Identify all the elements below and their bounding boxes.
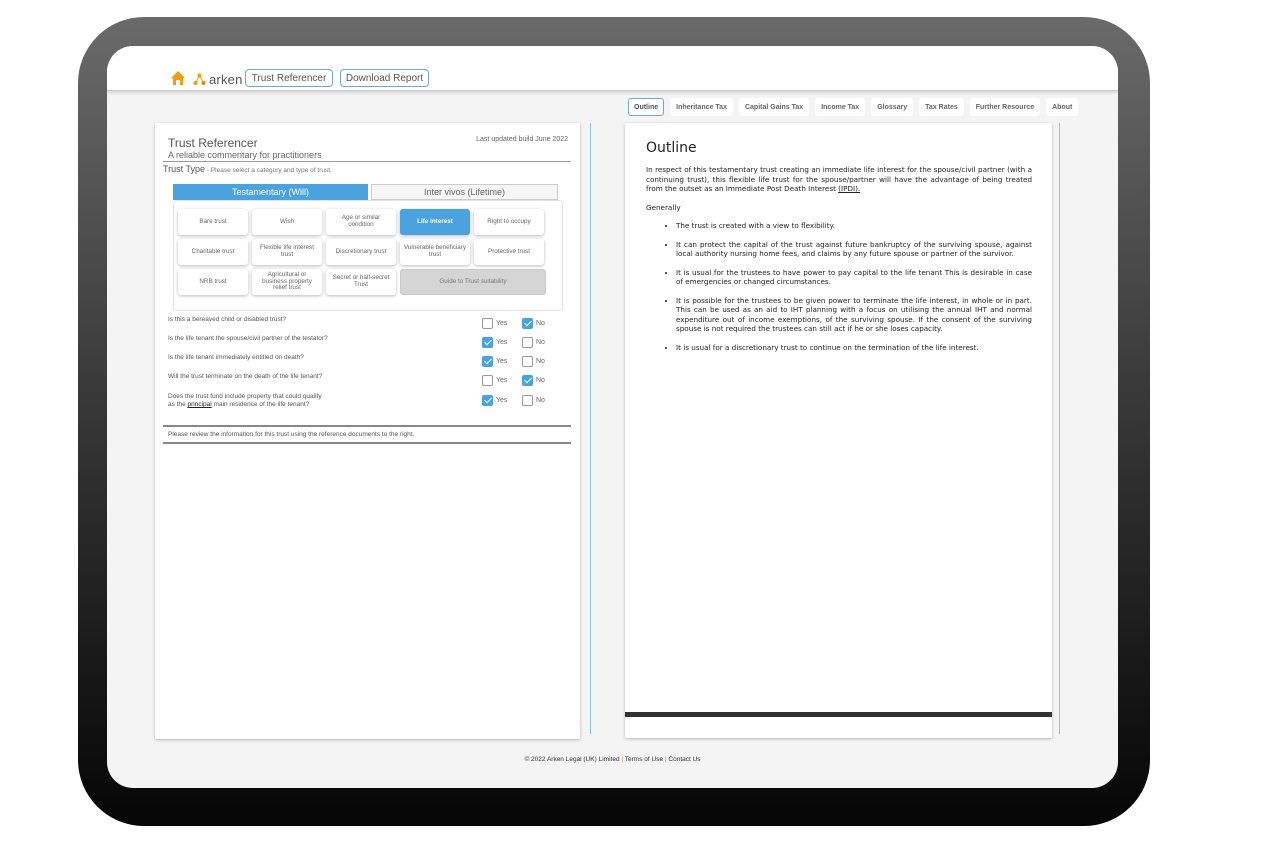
q1-yes-label: Yes <box>496 320 508 327</box>
q5-no-checkbox[interactable] <box>522 395 533 406</box>
list-item: • It can protect the capital of the trust against future bankruptcy of the surviving spouse, against local authority nursing home fees, and claims by any future spouse or partner of the survivor. <box>676 240 1032 259</box>
copyright-text: © 2022 Arken Legal (UK) Limited <box>524 756 620 763</box>
contact-us-link[interactable]: Contact Us <box>668 756 701 763</box>
q5-yes-checkbox[interactable] <box>482 395 493 406</box>
trust-discretionary-button[interactable]: Discretionary trust <box>326 239 396 265</box>
trust-right-to-occupy-button[interactable]: Right to occupy <box>474 209 544 235</box>
tab-income-tax[interactable]: Income Tax <box>815 98 865 116</box>
panel-separator <box>590 123 591 734</box>
generally-heading: Generally <box>646 202 681 212</box>
category-testamentary-tab[interactable]: Testamentary (Will) <box>173 184 368 200</box>
q2-no-label: No <box>536 339 545 346</box>
tab-capital-gains-tax[interactable]: Capital Gains Tax <box>739 98 809 116</box>
trust-flexible-life-interest-button[interactable]: Flexible life interest trust <box>252 239 322 265</box>
q4-no-checkbox[interactable] <box>522 375 533 386</box>
divider <box>163 161 571 162</box>
q3-yes-label: Yes <box>496 358 508 365</box>
reference-tabs <box>628 98 1078 118</box>
trust-charitable-button[interactable]: Charitable trust <box>178 239 248 265</box>
top-bar <box>107 46 1118 91</box>
list-item: • It is possible for the trustees to be given power to terminate the life interest, in whole or in part. This can be used as an aid to IHT planning with a focus on utilising the annual IHT and normal expenditure out of income exemptions, of the surviving spouse. If the consent of the surviving spouse is not required the trustees can still act if he or she loses capacity. <box>676 296 1032 334</box>
trust-bare-button[interactable]: Bare trust <box>178 209 248 235</box>
guide-to-trust-suitability-button[interactable]: Guide to Trust suitability <box>400 269 546 295</box>
trust-type-grid <box>173 200 563 311</box>
reference-document-panel <box>625 123 1052 738</box>
terms-of-use-link[interactable]: Terms of Use <box>624 756 664 763</box>
q3-no-label: No <box>536 358 545 365</box>
question-spouse-civil-partner: Is the life tenant the spouse/civil partner of the testator? <box>168 335 328 342</box>
tab-outline[interactable]: Outline <box>628 98 664 116</box>
trust-life-interest-button[interactable]: Life interest <box>400 209 470 235</box>
last-updated: Last updated build June 2022 <box>476 136 568 143</box>
principal-link[interactable]: principal <box>187 401 212 409</box>
list-item: • It is usual for a discretionary trust to continue on the termination of the life interest. <box>676 343 1032 353</box>
home-icon[interactable] <box>170 70 186 86</box>
question-bereaved-child: Is this a bereaved child or disabled trust? <box>168 316 287 323</box>
q2-no-checkbox[interactable] <box>522 337 533 348</box>
tab-glossary[interactable]: Glossary <box>871 98 913 116</box>
logo-text: arken <box>209 71 243 87</box>
q1-no-checkbox[interactable] <box>522 318 533 329</box>
divider <box>163 425 571 427</box>
trust-protective-button[interactable]: Protective trust <box>474 239 544 265</box>
footer-separator: | <box>664 756 667 763</box>
trust-type-hint: - Please select a category and type of trust. <box>205 167 332 174</box>
trust-referencer-panel <box>155 123 580 739</box>
q5-no-label: No <box>536 397 545 404</box>
category-inter-vivos-tab[interactable]: Inter vivos (Lifetime) <box>371 184 558 200</box>
ipdi-link[interactable]: (IPDI). <box>838 184 861 193</box>
trust-referencer-button[interactable]: Trust Referencer <box>245 69 333 87</box>
question-main-residence <box>168 393 322 409</box>
q1-no-label: No <box>536 320 545 327</box>
divider <box>163 442 571 444</box>
tab-inheritance-tax[interactable]: Inheritance Tax <box>670 98 733 116</box>
q2-yes-checkbox[interactable] <box>482 337 493 348</box>
trust-vulnerable-beneficiary-button[interactable]: Vulnerable beneficiary trust <box>400 239 470 265</box>
page-subtitle: A reliable commentary for practitioners <box>168 150 322 160</box>
q3-no-checkbox[interactable] <box>522 356 533 367</box>
app-screen <box>107 46 1118 788</box>
q5-line1: Does the trust fund include property that could qualify <box>168 393 322 400</box>
trust-age-condition-button[interactable]: Age or similar condition <box>326 209 396 235</box>
list-item: • It is usual for the trustees to have power to pay capital to the life tenant This is desirable in case of emergencies or changed circumstances. <box>676 268 1032 287</box>
tab-further-resource[interactable]: Further Resource <box>970 98 1040 116</box>
intro-text: In respect of this testamentary trust creating an immediate life interest for the spouse/civil partner (with a continuing trust), this flexible life trust for the spouse/partner will have the advantage of being treated from the outset as an Immediate Post Death Interest <box>646 165 1032 193</box>
document-title: Outline <box>646 140 697 156</box>
arken-logo[interactable] <box>193 71 243 87</box>
list-item: • The trust is created with a view to flexibility. <box>676 221 1032 231</box>
q3-yes-checkbox[interactable] <box>482 356 493 367</box>
arken-logo-icon <box>193 73 206 86</box>
trust-type-heading <box>163 164 332 174</box>
question-trust-terminate: Will the trust terminate on the death of the life tenant? <box>168 373 323 380</box>
outline-bullet-list <box>646 221 1032 352</box>
page-title: Trust Referencer <box>168 136 258 150</box>
trust-secret-button[interactable]: Secret or half-secret Trust <box>326 269 396 295</box>
download-report-button[interactable]: Download Report <box>340 69 429 87</box>
q1-yes-checkbox[interactable] <box>482 318 493 329</box>
q5-as: as the <box>168 401 188 409</box>
intro-paragraph <box>646 165 1032 194</box>
q5-after: main residence of the life tenant? <box>211 401 310 409</box>
tab-tax-rates[interactable]: Tax Rates <box>919 98 964 116</box>
trust-type-label: Trust Type <box>163 164 206 174</box>
document-body <box>646 165 1032 361</box>
q5-yes-label: Yes <box>496 397 508 404</box>
question-immediately-entitled: Is the life tenant immediately entitled on death? <box>168 354 304 361</box>
tab-about[interactable]: About <box>1046 98 1078 116</box>
page-footer <box>107 756 1118 763</box>
q4-no-label: No <box>536 377 545 384</box>
q4-yes-label: Yes <box>496 377 508 384</box>
document-footer-bar <box>625 712 1052 717</box>
q2-yes-label: Yes <box>496 339 508 346</box>
q4-yes-checkbox[interactable] <box>482 375 493 386</box>
trust-nrb-button[interactable]: NRB trust <box>178 269 248 295</box>
review-instruction: Please review the information for this trust using the reference documents to the right. <box>168 431 415 438</box>
panel-separator <box>1059 123 1060 734</box>
footer-separator: | <box>621 756 624 763</box>
trust-agricultural-button[interactable]: Agricultural or business property relief trust <box>252 269 322 295</box>
trust-wish-button[interactable]: Wish <box>252 209 322 235</box>
